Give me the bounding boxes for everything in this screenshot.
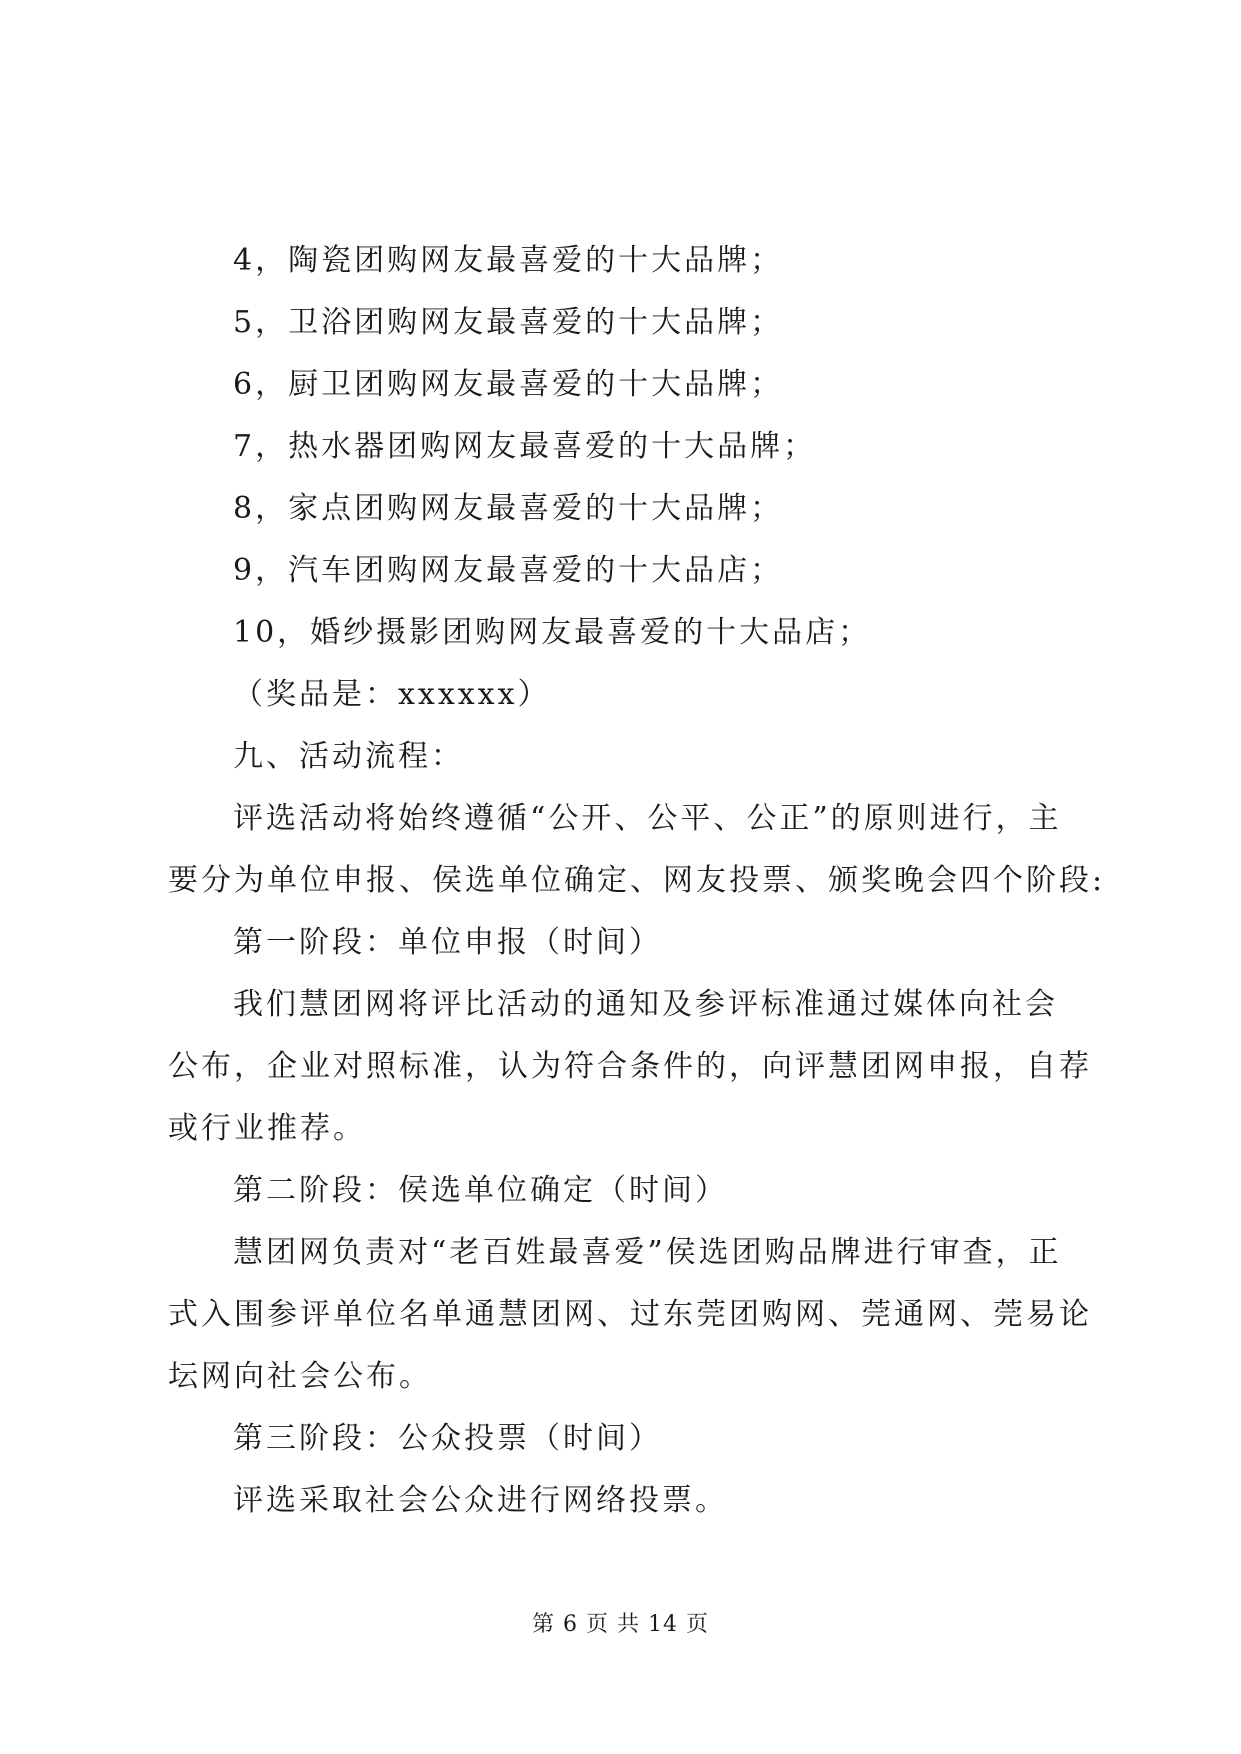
text-line: 慧团网负责对“老百姓最喜爱”侯选团购品牌进行审查，正 [233,1235,1062,1270]
section-heading: 九、活动流程： [233,739,464,774]
text-line: 评选活动将始终遵循“公开、公平、公正”的原则进行，主 [233,801,1062,836]
page-footer: 第 6 页 共 14 页 [532,1612,709,1637]
text-line: 9，汽车团购网友最喜爱的十大品店； [233,553,784,588]
text-line: （奖品是：xxxxxx） [233,677,551,712]
text-line: 4，陶瓷团购网友最喜爱的十大品牌； [233,243,784,278]
stage-heading: 第一阶段：单位申报（时间） [233,925,662,960]
text-line: 5，卫浴团购网友最喜爱的十大品牌； [233,305,784,340]
document-body [168,230,1106,1532]
stage-heading: 第三阶段：公众投票（时间） [233,1421,662,1456]
text-line: 或行业推荐。 [168,1111,366,1146]
text-line: 要分为单位申报、侯选单位确定、网友投票、颁奖晚会四个阶段: [168,863,1106,898]
text-line: 式入围参评单位名单通慧团网、过东莞团购网、莞通网、莞易论 [168,1297,1092,1332]
text-line: 10，婚纱摄影团购网友最喜爱的十大品店； [233,615,872,650]
text-line: 7，热水器团购网友最喜爱的十大品牌； [233,429,817,464]
text-line: 坛网向社会公布。 [168,1359,432,1394]
stage-heading: 第二阶段：侯选单位确定（时间） [233,1173,728,1208]
text-line: 公布，企业对照标准，认为符合条件的，向评慧团网申报，自荐 [168,1049,1092,1084]
text-line: 我们慧团网将评比活动的通知及参评标准通过媒体向社会 [233,987,1058,1022]
text-line: 评选采取社会公众进行网络投票。 [233,1483,728,1518]
text-line: 8，家点团购网友最喜爱的十大品牌； [233,491,784,526]
text-line: 6，厨卫团购网友最喜爱的十大品牌； [233,367,784,402]
